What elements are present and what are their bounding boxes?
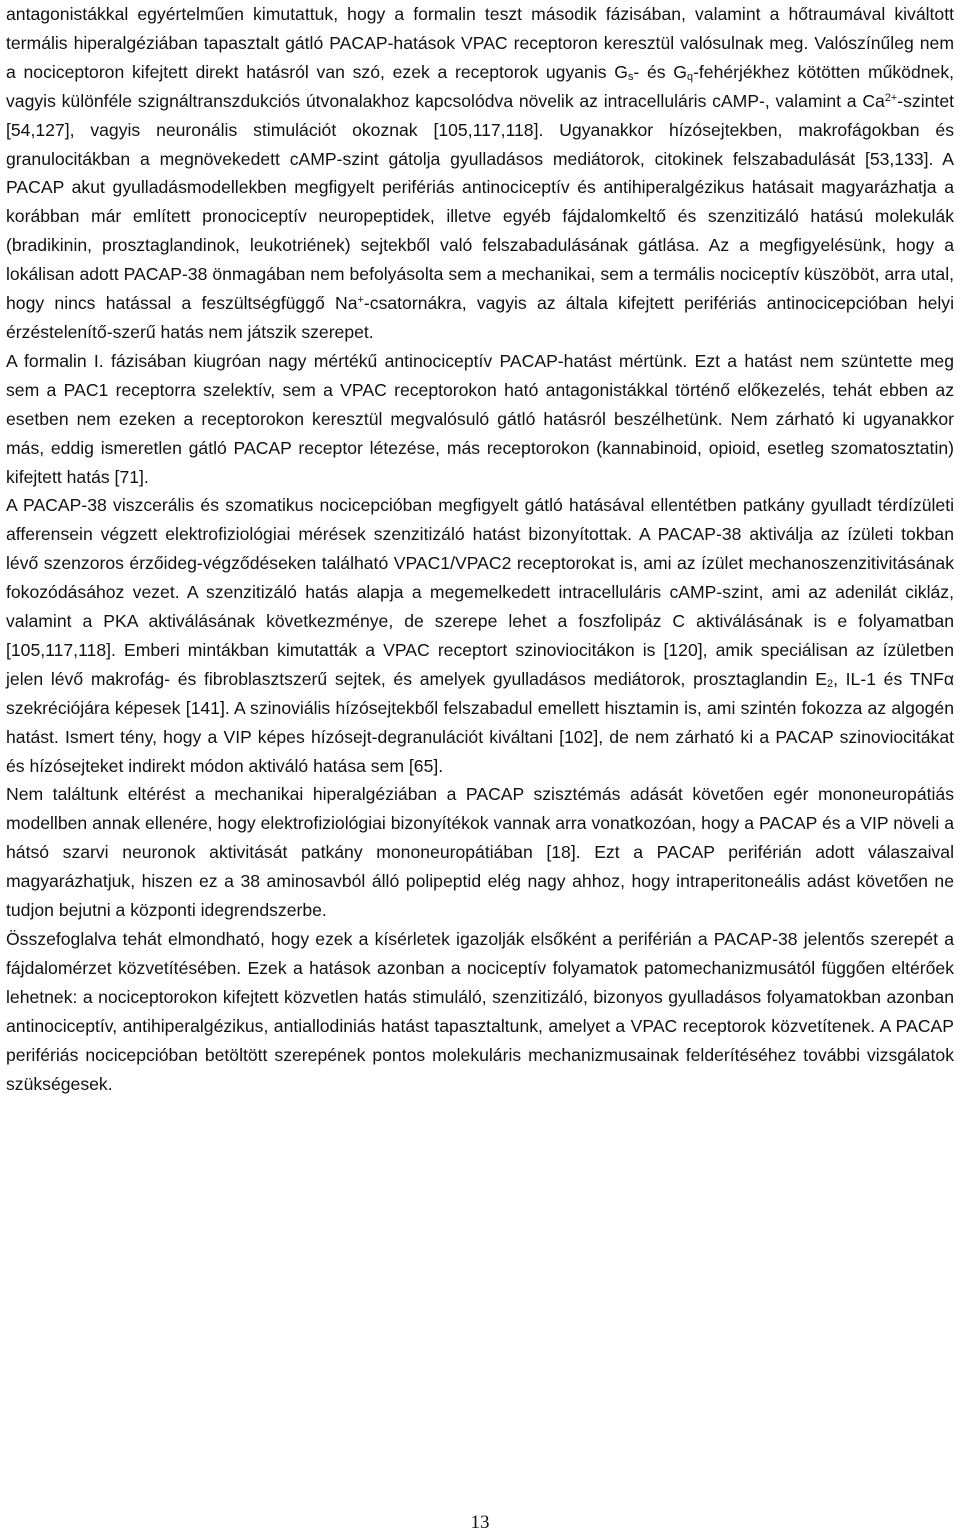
text-run: Összefoglalva tehát elmondható, hogy ezek a kísérletek igazolják elsőként a periférián a PACAP-38 jelentős szerepét a fájdalomérzet közvetítésében. Ezek a hatások azonban a nociceptív folyamatok patomechanizmusától függően eltérőek lehetnek: a nociceptorokon kifejtett közvetlen hatás stimuláló, szenzitizáló, bizonyos gyulladásos folyamatokban azonban antinociceptív, antihiperalgézikus, antiallodiniás hatást tapasztaltunk, amelyet a VPAC receptorok közvetítenek. A PACAP perifériás nocicepcióban betöltött szerepének pontos molekuláris mechanizmusainak felderítéséhez további vizsgálatok szükségesek. <box>6 929 954 1094</box>
subscript: 2 <box>827 678 834 691</box>
paragraph <box>6 347 954 492</box>
text-run: A PACAP-38 viszcerális és szomatikus nocicepcióban megfigyelt gátló hatásával ellentétben patkány gyulladt térdízületi afferensein végzett elektrofiziológiai mérések szenzitizáló hatást bizonyítottak. A PACAP-38 aktiválja az ízületi tokban lévő szenzoros érzőideg-végződéseken található VPAC1/VPAC2 receptorokat is, ami az ízület mechanoszenzitivitásának fokozódásához vezet. A szenzitizáló hatás alapja a megemelkedett intracelluláris cAMP-szint, ami az adenilát cikláz, valamint a PKA aktiválásának következménye, de szerepe lehet a foszfolipáz C aktiválásának is e folyamatban [105,117,118]. Emberi mintákban kimutatták a VPAC receptort szinoviocitákon is [120], amik speciálisan az ízületben jelen lévő makrofág- és fibroblasztszerű sejtek, és amelyek gyulladásos mediátorok, prosztaglandin E <box>6 495 954 689</box>
text-run: antagonistákkal egyértelműen kimutattuk, hogy a formalin teszt második fázisában, valamint a hőtraumával kiváltott termális hiperalgéziában tapasztalt gátló PACAP-hatások VPAC receptoron keresztül valósulnak meg. Valószínűleg nem a nociceptoron kifejtett direkt hatásról van szó, ezek a receptorok ugyanis G <box>6 4 954 82</box>
subscript: s <box>627 70 634 83</box>
paragraph <box>6 0 954 347</box>
paragraph <box>6 780 954 925</box>
page-number: 13 <box>470 1512 490 1533</box>
subscript: q <box>686 70 694 83</box>
superscript: 2+ <box>884 91 898 104</box>
text-run: -szintet [54,127], vagyis neuronális stimulációt okoznak [105,117,118]. Ugyanakkor hízósejtekben, makrofágokban és granulocitákban a megnövekedett cAMP-szint gátolja gyulladásos mediátorok, citokinek felszabadulását [53,133]. A PACAP akut gyulladásmodellekben megfigyelt perifériás antinociceptív és antihiperalgézikus hatásait magyarázhatja a korábban már említett pronociceptív neuropeptidek, illetve egyéb fájdalomkeltő és szenzitizáló hatású molekulák (bradikinin, prosztaglandinok, leukotriének) sejtekből való felszabadulásának gátlása. Az a megfigyelésünk, hogy a lokálisan adott PACAP-38 önmagában nem befolyásolta sem a mechanikai, sem a termális nociceptív küszöböt, arra utal, hogy nincs hatással a feszültségfüggő Na <box>6 90 954 314</box>
text-run: -csatornákra, vagyis az általa kifejtett perifériás antinocicepcióban helyi érzéstelenítő-szerű hatás nem játszik szerepet. <box>6 293 955 342</box>
text-run: A formalin I. fázisában kiugróan nagy mértékű antinociceptív PACAP-hatást mértünk. Ezt a hatást nem szüntette meg sem a PAC1 receptorra szelektív, sem a VPAC receptorokon ható antagonistákkal történő előkezelés, tehát ebben az esetben nem ezeken a receptorokon keresztül megvalósuló gátló hatásról beszélhetünk. Nem zárható ki ugyanakkor más, eddig ismeretlen gátló PACAP receptor létezése, más receptorokon (kannabinoid, opioid, esetleg szomatosztatin) kifejtett hatás [71]. <box>6 350 954 487</box>
paragraph <box>6 491 954 780</box>
text-run: , IL-1 és TNFα szekréciójára képesek [141]. A szinoviális hízósejtekből felszabadul emellett hisztamin is, ami szintén fokozza az algogén hatást. Ismert tény, hogy a VIP képes hízósejt-degranulációt kiváltani [102], de nem zárható ki a PACAP szinoviocitákat és hízósejteket indirekt módon aktiváló hatása sem [65]. <box>6 668 954 776</box>
text-run: Nem találtunk eltérést a mechanikai hiperalgéziában a PACAP szisztémás adását követően egér mononeuropátiás modellben annak ellenére, hogy elektrofiziológiai bizonyítékok vannak arra vonatkozóan, hogy a PACAP és a VIP növeli a hátsó szarvi neuronok aktivitását patkány mononeuropátiában [18]. Ezt a PACAP periférián adott válaszaival magyarázhatjuk, hiszen ez a 38 aminosavból álló polipeptid elég nagy ahhoz, hogy intraperitoneális adást követően ne tudjon bejutni a központi idegrendszerbe. <box>6 784 954 921</box>
body-text <box>6 0 954 1098</box>
text-run: -fehérjékhez kötötten működnek, vagyis különféle szignáltranszdukciós útvonalakhoz kapcsolódva növelik az intracelluláris cAMP-, valamint a Ca <box>6 61 954 111</box>
superscript: + <box>357 294 364 307</box>
paragraph <box>6 925 954 1098</box>
text-run: - és G <box>633 61 687 82</box>
